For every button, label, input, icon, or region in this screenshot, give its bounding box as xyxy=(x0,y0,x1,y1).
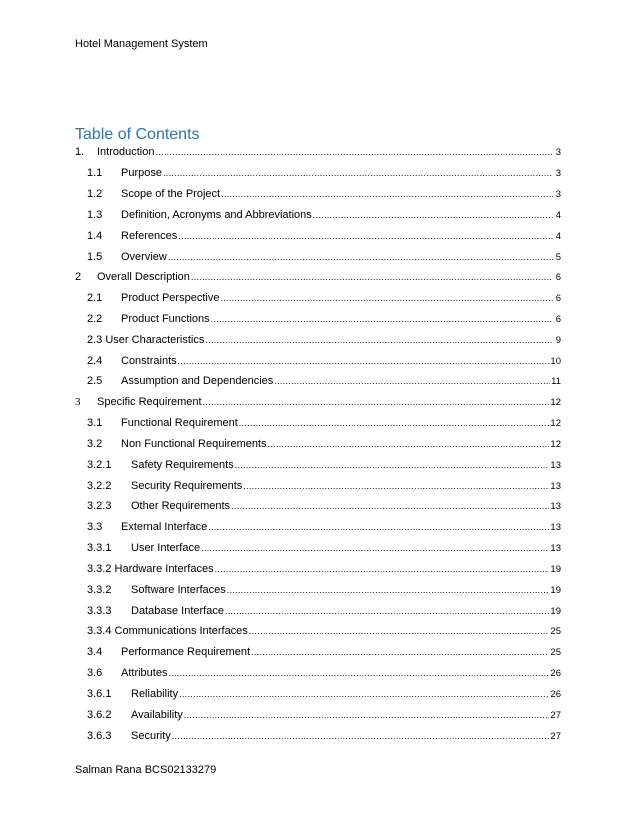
toc-entry-label: User Interface xyxy=(131,542,201,554)
toc-entry[interactable] xyxy=(75,480,561,496)
toc-entry-number: 2.4 xyxy=(87,355,103,367)
toc-entry-page: 25 xyxy=(550,626,561,637)
toc-leader-dots xyxy=(179,689,549,699)
toc-entry-page: 27 xyxy=(550,731,561,742)
toc-entry[interactable] xyxy=(75,292,561,308)
toc-entry-number: 3.3.2 xyxy=(87,584,112,596)
toc-entry[interactable] xyxy=(75,167,561,183)
toc-entry-page: 10 xyxy=(550,356,561,367)
toc-entry[interactable] xyxy=(75,375,561,391)
toc-entry[interactable] xyxy=(75,396,561,412)
toc-entry-label: Product Functions xyxy=(121,313,210,325)
toc-leader-dots xyxy=(205,335,553,345)
toc-leader-dots xyxy=(249,626,550,636)
toc-entry-label: Overview xyxy=(121,251,167,263)
toc-entry-label: Availability xyxy=(131,709,183,721)
toc-leader-dots xyxy=(225,606,549,616)
toc-leader-dots xyxy=(172,731,550,741)
toc-entry-page: 19 xyxy=(550,564,561,575)
toc-entry-page: 13 xyxy=(550,501,561,512)
toc-entry[interactable] xyxy=(75,709,561,725)
toc-title: Table of Contents xyxy=(75,126,200,143)
toc-entry-label: Constraints xyxy=(121,355,177,367)
toc-entry-page: 3 xyxy=(555,189,561,200)
toc-leader-dots xyxy=(251,647,549,657)
toc-entry-page: 4 xyxy=(555,231,561,242)
toc-leader-dots xyxy=(215,564,550,574)
toc-entry[interactable] xyxy=(75,355,561,371)
toc-entry-number: 3.6.1 xyxy=(87,688,112,700)
toc-entry[interactable] xyxy=(75,521,561,537)
toc-entry-page: 27 xyxy=(550,710,561,721)
toc-entry-label: Attributes xyxy=(121,667,168,679)
toc-entry-number: 1.3 xyxy=(87,209,103,221)
toc-entry-label: Introduction xyxy=(97,146,155,158)
toc-entry-page: 6 xyxy=(555,293,561,304)
toc-entry-number: 3.6.3 xyxy=(87,730,112,742)
toc-entry-number: 3 xyxy=(75,396,81,408)
toc-entry-number: 1.1 xyxy=(87,167,103,179)
toc-entry-page: 6 xyxy=(555,314,561,325)
toc-entry-number: 3.2.1 xyxy=(87,459,112,471)
toc-entry[interactable] xyxy=(75,646,561,662)
toc-entry-number: 1. xyxy=(75,146,85,158)
toc-entry[interactable] xyxy=(75,146,561,162)
toc-entry-number: 2 xyxy=(75,271,82,283)
toc-entry-page: 6 xyxy=(555,272,561,283)
toc-leader-dots xyxy=(211,314,553,324)
toc-leader-dots xyxy=(208,522,549,532)
toc-entry[interactable] xyxy=(75,667,561,683)
toc-entry[interactable] xyxy=(75,188,561,204)
toc-entry-number: 3.3 xyxy=(87,521,103,533)
toc-entry-number: 2.2 xyxy=(87,313,103,325)
toc-entry-number: 3.3.1 xyxy=(87,542,112,554)
toc-entry-number: 1.4 xyxy=(87,230,103,242)
toc-entry-label: 3.3.2 Hardware Interfaces xyxy=(87,563,214,575)
toc-entry-page: 3 xyxy=(555,147,561,158)
toc-entry-page: 13 xyxy=(550,460,561,471)
toc-entry-page: 12 xyxy=(550,439,561,450)
toc-entry-label: Product Perspective xyxy=(121,292,220,304)
toc-leader-dots xyxy=(231,501,549,511)
toc-entry[interactable] xyxy=(75,584,561,600)
toc-entry-label: Overall Description xyxy=(97,271,190,283)
toc-leader-dots xyxy=(178,356,550,366)
toc-entry-label: Specific Requirement xyxy=(97,396,202,408)
toc-leader-dots xyxy=(239,418,550,428)
toc-leader-dots xyxy=(168,668,549,678)
toc-entry-label: Non Functional Requirements xyxy=(121,438,267,450)
toc-entry-page: 19 xyxy=(550,585,561,596)
toc-leader-dots xyxy=(235,460,550,470)
toc-leader-dots xyxy=(155,147,553,157)
toc-leader-dots xyxy=(168,252,553,262)
toc-entry-label: 3.3.4 Communications Interfaces xyxy=(87,625,248,637)
toc-entry-label: Reliability xyxy=(131,688,179,700)
toc-entry-number: 3.1 xyxy=(87,417,103,429)
toc-entry-label: Definition, Acronyms and Abbreviations xyxy=(121,209,312,221)
toc-entry-number: 3.2 xyxy=(87,438,103,450)
toc-entry[interactable] xyxy=(75,438,561,454)
page-header: Hotel Management System xyxy=(75,38,208,50)
toc-leader-dots xyxy=(203,397,550,407)
toc-entry-page: 13 xyxy=(550,543,561,554)
toc-entry-number: 2.5 xyxy=(87,375,103,387)
toc-entry[interactable] xyxy=(75,605,561,621)
toc-entry-page: 25 xyxy=(550,647,561,658)
toc-entry[interactable] xyxy=(75,417,561,433)
toc-entry-page: 13 xyxy=(550,481,561,492)
toc-leader-dots xyxy=(201,543,549,553)
toc-leader-dots xyxy=(274,376,550,386)
toc-entry-label: Performance Requirement xyxy=(121,646,251,658)
toc-leader-dots xyxy=(243,481,549,491)
toc-leader-dots xyxy=(227,585,550,595)
toc-entry[interactable] xyxy=(75,563,561,579)
toc-entry-number: 3.6 xyxy=(87,667,103,679)
toc-entry-label: Database Interface xyxy=(131,605,224,617)
toc-entry-page: 4 xyxy=(555,210,561,221)
toc-entry-number: 3.2.3 xyxy=(87,500,112,512)
toc-entry-label: Safety Requirements xyxy=(131,459,234,471)
toc-entry[interactable] xyxy=(75,688,561,704)
toc-entry-number: 2.1 xyxy=(87,292,103,304)
toc-leader-dots xyxy=(268,439,550,449)
toc-entry-page: 3 xyxy=(555,168,561,179)
toc-entry-number: 3.6.2 xyxy=(87,709,112,721)
toc-leader-dots xyxy=(163,168,553,178)
toc-entry[interactable] xyxy=(75,251,561,267)
toc-entry-page: 26 xyxy=(550,668,561,679)
toc-entry[interactable] xyxy=(75,500,561,516)
toc-entry-page: 26 xyxy=(550,689,561,700)
toc-entry[interactable] xyxy=(75,625,561,641)
toc-entry-label: Scope of the Project xyxy=(121,188,221,200)
toc-entry-label: Security xyxy=(131,730,171,742)
toc-entry-label: References xyxy=(121,230,178,242)
toc-entry-page: 12 xyxy=(550,397,561,408)
toc-entry-page: 12 xyxy=(550,418,561,429)
toc-entry[interactable] xyxy=(75,313,561,329)
toc-entry-number: 3.3.3 xyxy=(87,605,112,617)
toc-leader-dots xyxy=(313,210,553,220)
toc-entry-page: 5 xyxy=(555,252,561,263)
toc-leader-dots xyxy=(220,293,553,303)
toc-leader-dots xyxy=(191,272,553,282)
toc-entry-label: Purpose xyxy=(121,167,162,179)
toc-entry-page: 11 xyxy=(551,376,561,387)
toc-entry-label: Security Requirements xyxy=(131,480,243,492)
toc-entry-number: 1.2 xyxy=(87,188,103,200)
toc-entry-number: 3.2.2 xyxy=(87,480,112,492)
toc-entry[interactable] xyxy=(75,542,561,558)
toc-entry[interactable] xyxy=(75,209,561,225)
toc-entry-page: 9 xyxy=(555,335,561,346)
toc-entry-label: Other Requirements xyxy=(131,500,231,512)
toc-entry[interactable] xyxy=(75,459,561,475)
toc-entry-label: Assumption and Dependencies xyxy=(121,375,274,387)
toc-leader-dots xyxy=(221,189,553,199)
toc-entry-label: Software Interfaces xyxy=(131,584,226,596)
toc-entry-page: 19 xyxy=(550,606,561,617)
toc-entry-number: 1.5 xyxy=(87,251,103,263)
toc-entry-label: External Interface xyxy=(121,521,208,533)
toc-entry[interactable] xyxy=(75,334,561,350)
page-footer: Salman Rana BCS02133279 xyxy=(75,764,217,776)
toc-entry-label: 2.3 User Characteristics xyxy=(87,334,205,346)
toc-entry[interactable] xyxy=(75,230,561,246)
toc-entry-label: Functional Requirement xyxy=(121,417,238,429)
toc-entry-number: 3.4 xyxy=(87,646,103,658)
toc-entry-page: 13 xyxy=(550,522,561,533)
toc-leader-dots xyxy=(178,231,553,241)
toc-entry[interactable] xyxy=(75,730,561,746)
toc-leader-dots xyxy=(184,710,550,720)
toc-entry[interactable] xyxy=(75,271,561,287)
